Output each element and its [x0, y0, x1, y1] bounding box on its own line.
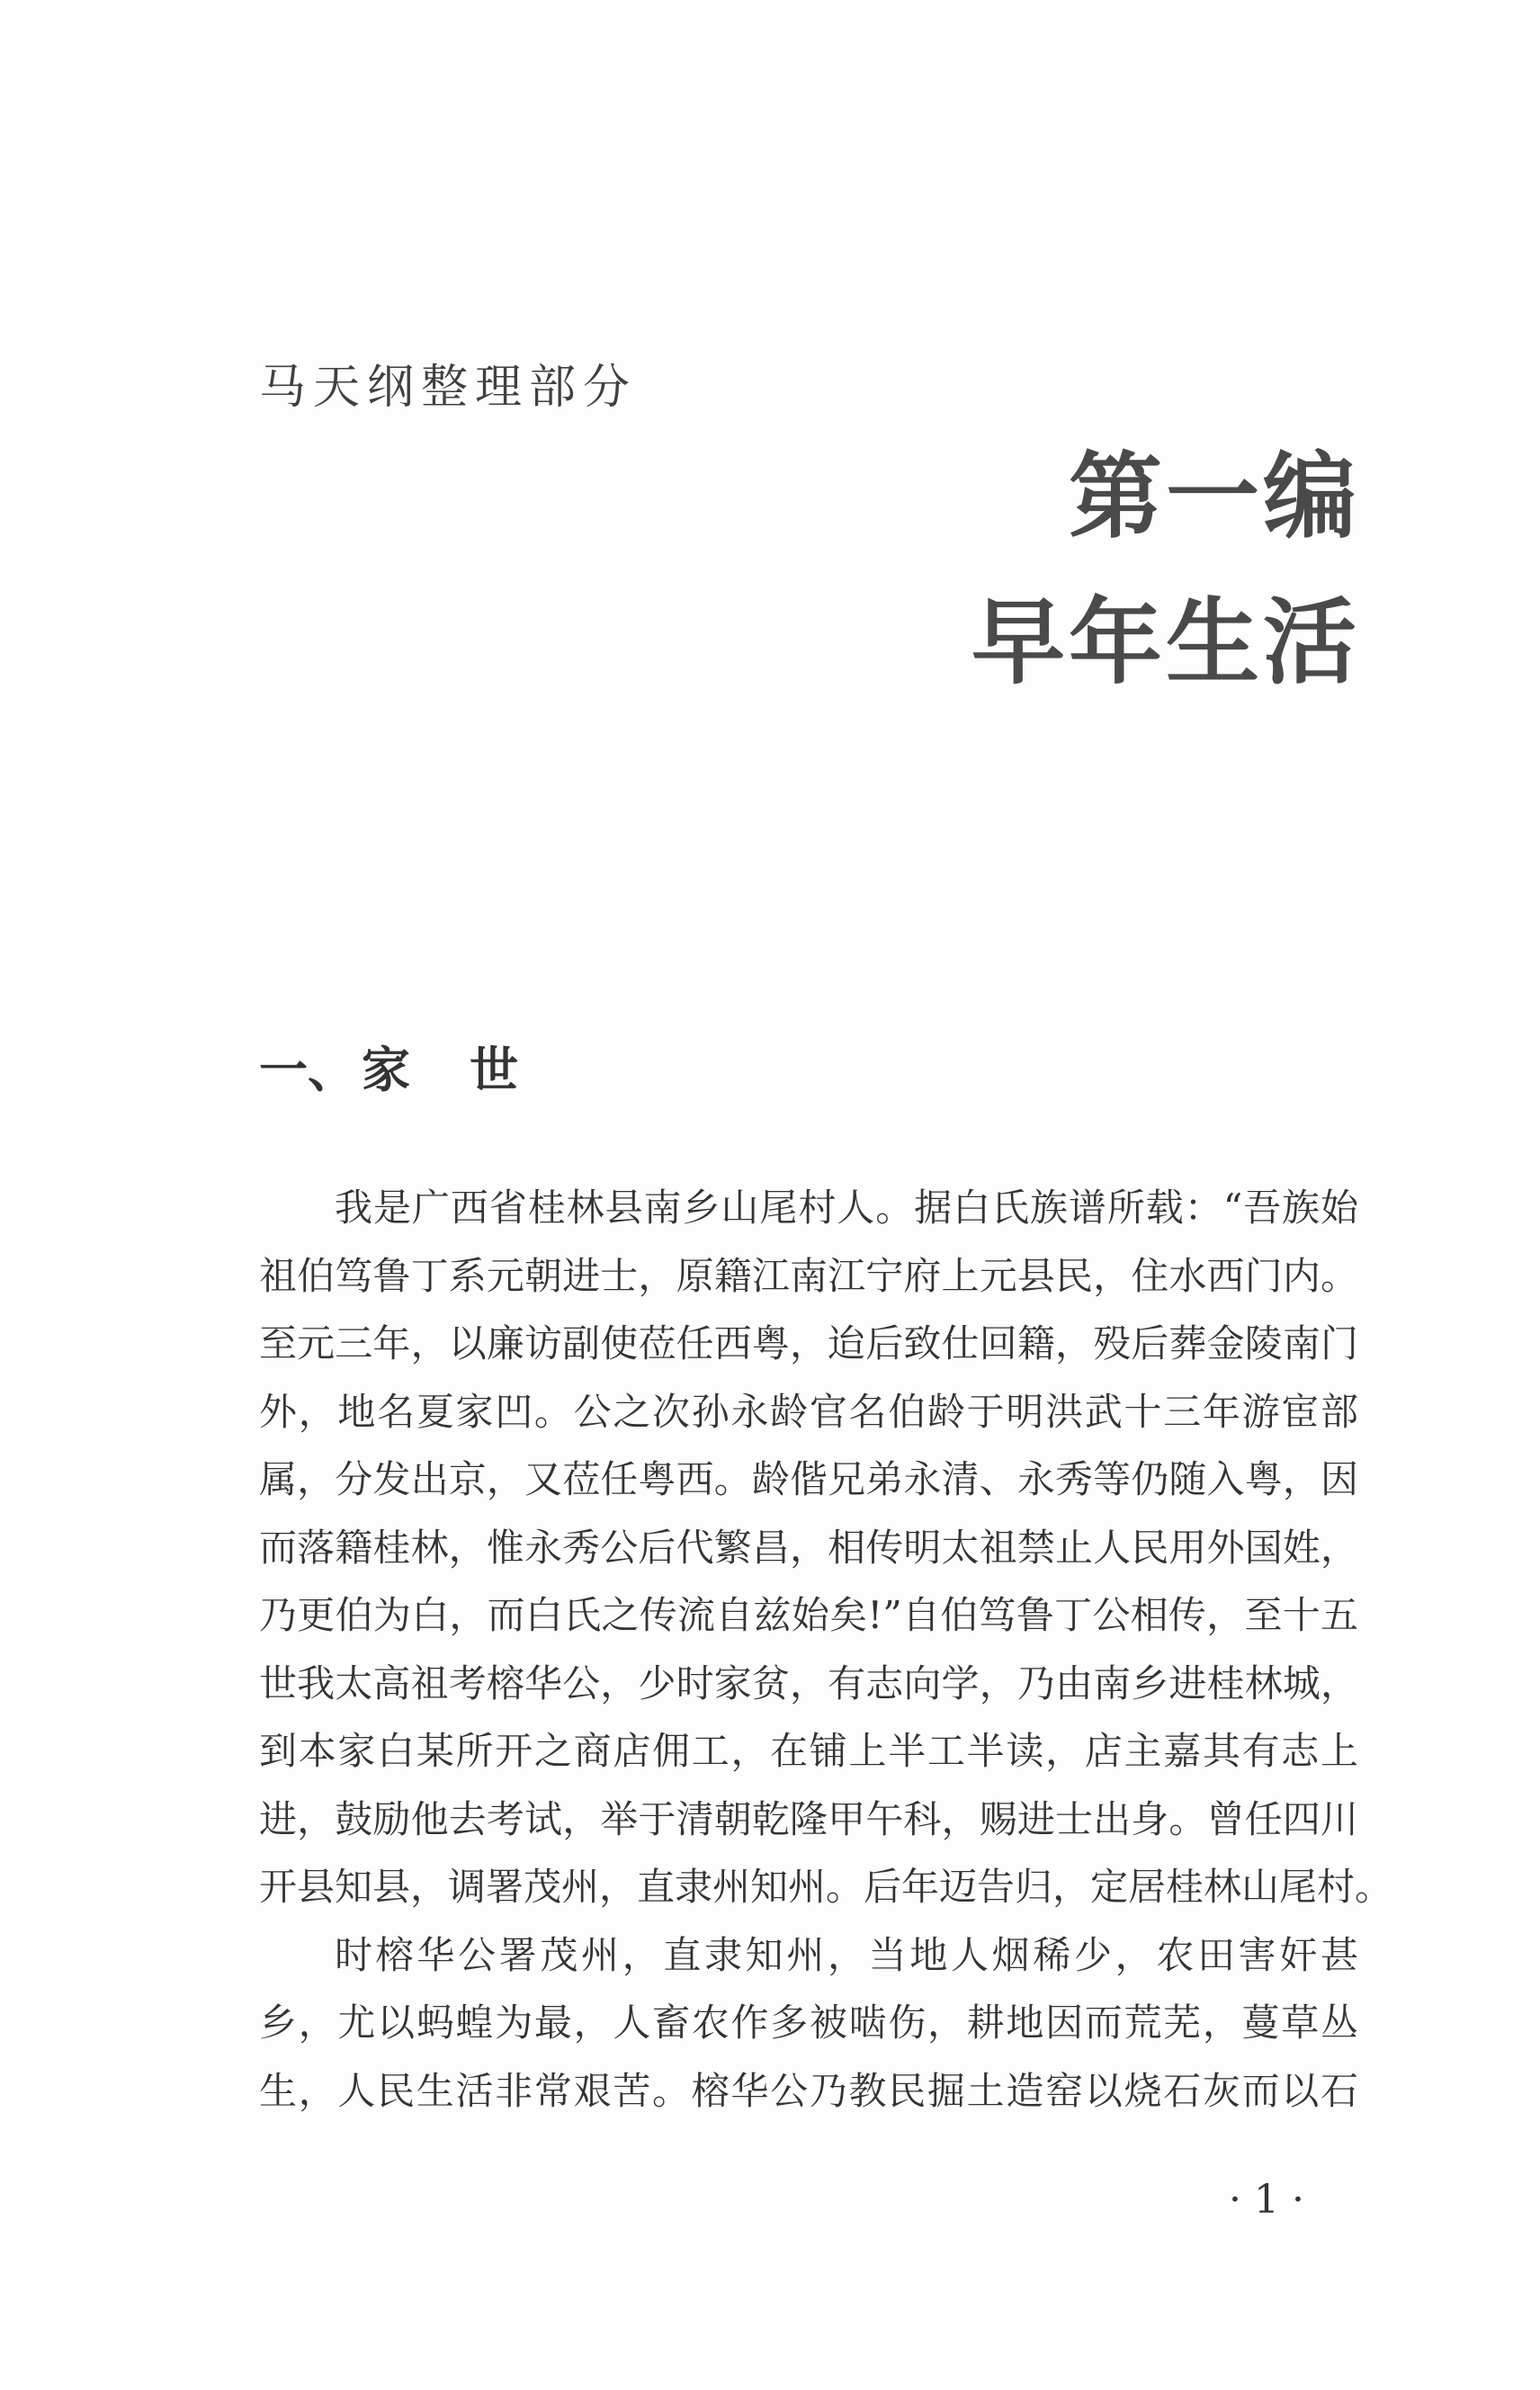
section-heading [259, 1042, 518, 1098]
body-text [259, 1174, 1393, 2125]
part-label: 马天纲整理部分 [259, 361, 638, 415]
text-line: 生，人民生活非常艰苦。榕华公乃教民掘土造窑以烧石灰而以石 [259, 2068, 1358, 2113]
text-line: 世我太高祖考榕华公，少时家贫，有志向学，乃由南乡进桂林城， [259, 1660, 1358, 1705]
chapter-number: 第一编 [1068, 442, 1360, 551]
text-line: 至元三年，以廉访副使莅任西粤，迨后致仕回籍，殁后葬金陵南门 [259, 1321, 1358, 1365]
text-line: 外，地名夏家凹。公之次孙永龄官名伯龄于明洪武十三年游宦部 [259, 1389, 1358, 1434]
text-line: 属，分发出京，又莅任粤西。龄偕兄弟永清、永秀等仍随入粤，因 [259, 1457, 1358, 1501]
paragraph [259, 1174, 1393, 1921]
text-line: 乡，尤以蚂蝗为最，人畜农作多被啮伤，耕地因而荒芜，蔓草丛 [259, 2001, 1358, 2045]
text-line: 而落籍桂林，惟永秀公后代繁昌，相传明太祖禁止人民用外国姓， [259, 1525, 1358, 1570]
paragraph [259, 1921, 1358, 2126]
text-line: 开县知县，调署茂州，直隶州知州。后年迈告归，定居桂林山尾村。 [259, 1865, 1393, 1909]
section-title-char-2: 世 [470, 1042, 518, 1098]
chapter-heading [971, 442, 1360, 697]
text-line: 时榕华公署茂州，直隶知州，当地人烟稀少，农田害奸甚 [335, 1932, 1358, 1977]
text-line: 到本家白某所开之商店佣工，在铺上半工半读，店主嘉其有志上 [259, 1729, 1358, 1773]
section-number: 一、 [259, 1042, 356, 1098]
section-title-char-1: 家 [362, 1042, 410, 1098]
text-line: 我是广西省桂林县南乡山尾村人。据白氏族谱所载：“吾族始 [335, 1186, 1358, 1230]
text-line: 祖伯笃鲁丁系元朝进士，原籍江南江宁府上元县民，住水西门内。 [259, 1253, 1358, 1298]
chapter-title: 早年生活 [971, 587, 1360, 697]
text-line: 进，鼓励他去考试，举于清朝乾隆甲午科，赐进士出身。曾任四川 [259, 1796, 1358, 1841]
text-line: 乃更伯为白，而白氏之传流自兹始矣!”自伯笃鲁丁公相传，至十五 [259, 1593, 1358, 1637]
page-number: · 1 · [1229, 2177, 1304, 2223]
